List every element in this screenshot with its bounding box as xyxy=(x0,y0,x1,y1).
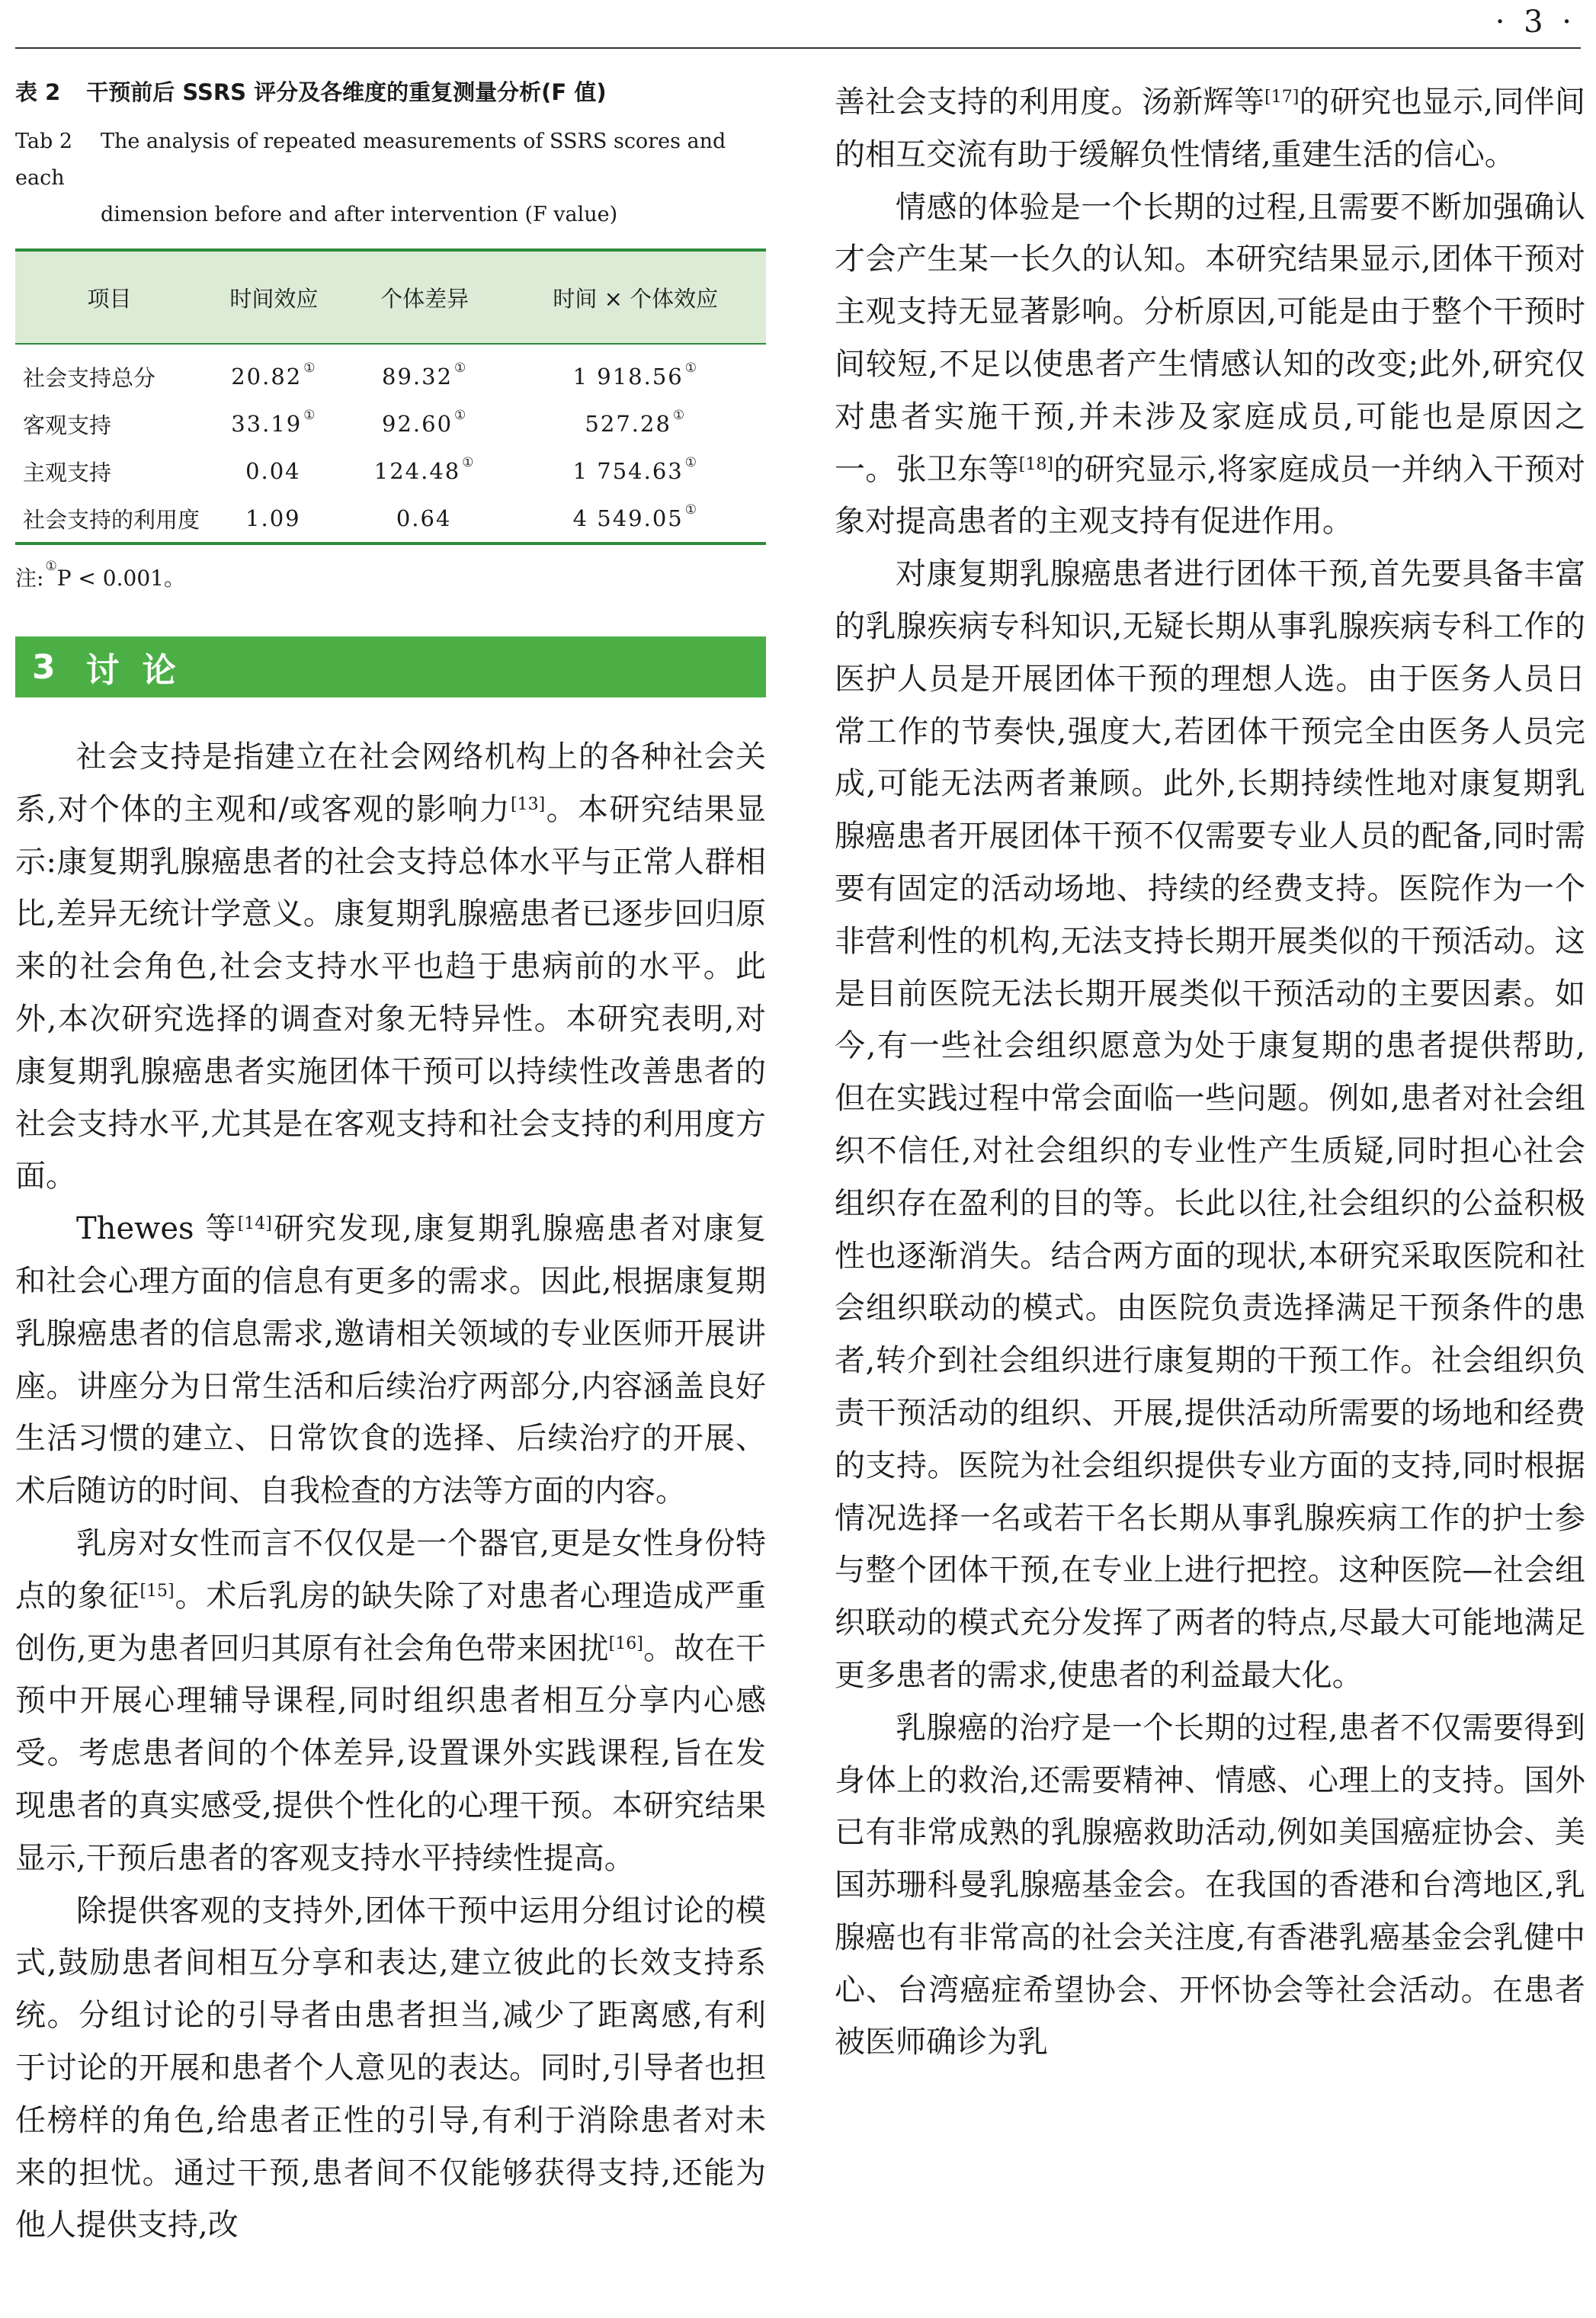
left-body-text xyxy=(15,731,766,2252)
cell-individual: 89.32 ① xyxy=(382,361,468,390)
col-header-time: 时间效应 xyxy=(229,285,319,312)
col-header-item: 项目 xyxy=(87,285,132,312)
paragraph: 对康复期乳腺癌患者进行团体干预,首先要具备丰富的乳腺疾病专科知识,无疑长期从事乳腺疾病专科工作的医护人员是开展团体干预的理想人选。由于医务人员日常工作的节奏快,强度大,若团体干预完全由医务人员完成,可能无法两者兼顾。此外,长期持续性地对康复期乳腺癌患者开展团体干预不仅需要专业人员的配备,同时需要有固定的活动场地、持续的经费支持。医院作为一个非营利性的机构,无法支持长期开展类似的干预活动。这是目前医院无法长期开展类似干预活动的主要因素。如今,有一些社会组织愿意为处于康复期的患者提供帮助,但在实践过程中常会面临一些问题。例如,患者对社会组织不信任,对社会组织的专业性产生质疑,同时担心社会组织存在盈利的目的等。长此以往,社会组织的公益积极性也逐渐消失。结合两方面的现状,本研究采取医院和社会组织联动的模式。由医院负责选择满足干预条件的患者,转介到社会组织进行康复期的干预工作。社会组织负责干预活动的组织、开展,提供活动所需要的场地和经费的支持。医院为社会组织提供专业方面的支持,同时根据情况选择一名或若干名长期从事乳腺疾病工作的护士参与整个团体干预,在专业上进行把控。这种医院—社会组织联动的模式充分发挥了两者的特点,尽最大可能地满足更多患者的需求,使患者的利益最大化。 xyxy=(835,556,1585,1693)
paragraph: 乳房对女性而言不仅仅是一个器官,更是女性身份特点的象征[15]。术后乳房的缺失除了对患者心理造成严重创伤,更为患者回归其原有社会角色带来困扰[16]。故在干预中开展心理辅导课程,同时组织患者相互分享内心感受。考虑患者间的个体差异,设置课外实践课程,旨在发现患者的真实感受,提供个性化的心理干预。本研究结果显示,干预后患者的客观支持水平持续性提高。 xyxy=(15,1525,767,1876)
cell-individual: 92.60 ① xyxy=(382,408,468,437)
cell-interaction: 4 549.05 ① xyxy=(572,502,698,531)
table-caption-cn xyxy=(15,76,766,108)
table-row xyxy=(15,495,766,543)
table-row xyxy=(15,447,766,495)
table-title-cn: 干预前后 SSRS 评分及各维度的重复测量分析(F 值) xyxy=(86,79,607,105)
table-row xyxy=(15,400,766,447)
citation: [17] xyxy=(1264,88,1300,107)
citation: [14] xyxy=(237,1214,272,1234)
table-header-row xyxy=(15,250,766,344)
table-title-en-line1: The analysis of repeated measurements of SSRS scores and each xyxy=(15,130,726,190)
cell-interaction: 1 918.56 ① xyxy=(572,361,698,390)
paragraph: 善社会支持的利用度。汤新辉等[17]的研究也显示,同伴间的相互交流有助于缓解负性情绪,重建生活的信心。 xyxy=(835,85,1586,172)
row-item: 客观支持 xyxy=(23,412,112,438)
page-number: · 3 · xyxy=(1495,5,1576,40)
col-header-interaction: 时间 × 个体效应 xyxy=(553,285,719,312)
cell-time: 0.04 xyxy=(245,458,301,484)
paragraph: 情感的体验是一个长期的过程,且需要不断加强确认才会产生某一长久的认知。本研究结果显示,团体干预对主观支持无显著影响。分析原因,可能是由于整个干预时间较短,不足以使患者产生情感认知的改变;此外,研究仅对患者实施干预,并未涉及家庭成员,可能也是原因之一。张卫东等[18]的研究显示,将家庭成员一并纳入干预对象对提高患者的主观支持有促进作用。 xyxy=(835,189,1585,540)
cell-time: 1.09 xyxy=(245,505,301,531)
row-item: 社会支持的利用度 xyxy=(23,506,200,533)
section-heading xyxy=(15,636,766,697)
cell-interaction: 1 754.63 ① xyxy=(572,455,698,484)
row-item: 主观支持 xyxy=(23,459,112,486)
results-table xyxy=(15,248,766,545)
col-header-individual: 个体差异 xyxy=(380,285,470,312)
cell-time: 20.82 ① xyxy=(231,361,317,390)
table-title-en-line2: dimension before and after intervention (F value) xyxy=(101,203,618,226)
paragraph: 除提供客观的支持外,团体干预中运用分组讨论的模式,鼓励患者间相互分享和表达,建立彼此的长效支持系统。分组讨论的引导者由患者担当,减少了距离感,有利于讨论的开展和患者个人意见的表达。同时,引导者也担任榜样的角色,给患者正性的引导,有利于消除患者对未来的担忧。通过干预,患者间不仅能够获得支持,还能为他人提供支持,改 xyxy=(15,1893,766,2243)
right-column xyxy=(835,76,1585,2069)
section-title: 讨论 xyxy=(85,651,199,690)
table-row xyxy=(15,344,766,400)
citation: [18] xyxy=(1018,454,1053,474)
paragraph: 社会支持是指建立在社会网络机构上的各种社会关系,对个体的主观和/或客观的影响力[13]。本研究结果显示:康复期乳腺癌患者的社会支持总体水平与正常人群相比,差异无统计学意义。康复期乳腺癌患者已逐步回归原来的社会角色,社会支持水平也趋于患病前的水平。此外,本次研究选择的调查对象无特异性。本研究表明,对康复期乳腺癌患者实施团体干预可以持续性改善患者的社会支持水平,尤其是在客观支持和社会支持的利用度方面。 xyxy=(15,739,766,1194)
row-item: 社会支持总分 xyxy=(23,364,156,391)
table-label-cn: 表 2 xyxy=(15,79,61,105)
citation: [13] xyxy=(511,794,546,814)
cell-individual: 124.48 ① xyxy=(373,455,476,484)
section-number: 3 xyxy=(32,647,56,687)
table-caption-en xyxy=(15,123,766,233)
cell-individual: 0.64 xyxy=(396,505,452,531)
cell-interaction: 527.28 ① xyxy=(585,408,687,437)
left-column xyxy=(15,76,766,2252)
citation: [16] xyxy=(608,1634,643,1653)
paragraph: Thewes 等[14]研究发现,康复期乳腺癌患者对康复和社会心理方面的信息有更多的需求。因此,根据康复期乳腺癌患者的信息需求,邀请相关领域的专业医师开展讲座。讲座分为日常生活和后续治疗两部分,内容涵盖良好生活习惯的建立、日常饮食的选择、后续治疗的开展、术后随访的时间、自我检查的方法等方面的内容。 xyxy=(15,1211,767,1509)
citation: [15] xyxy=(139,1581,175,1601)
table-label-en: Tab 2 xyxy=(15,130,73,153)
right-body-text xyxy=(835,76,1585,2069)
header-rule xyxy=(15,47,1581,49)
paragraph: 乳腺癌的治疗是一个长期的过程,患者不仅需要得到身体上的救治,还需要精神、情感、心理上的支持。国外已有非常成熟的乳腺癌救助活动,例如美国癌症协会、美国苏珊科曼乳腺癌基金会。在我国的香港和台湾地区,乳腺癌也有非常高的社会关注度,有香港乳癌基金会乳健中心、台湾癌症希望协会、开怀协会等社会活动。在患者被医师确诊为乳 xyxy=(835,1710,1585,2060)
table-note: 注: ①P < 0.001。 xyxy=(15,559,185,591)
cell-time: 33.19 ① xyxy=(231,408,317,437)
